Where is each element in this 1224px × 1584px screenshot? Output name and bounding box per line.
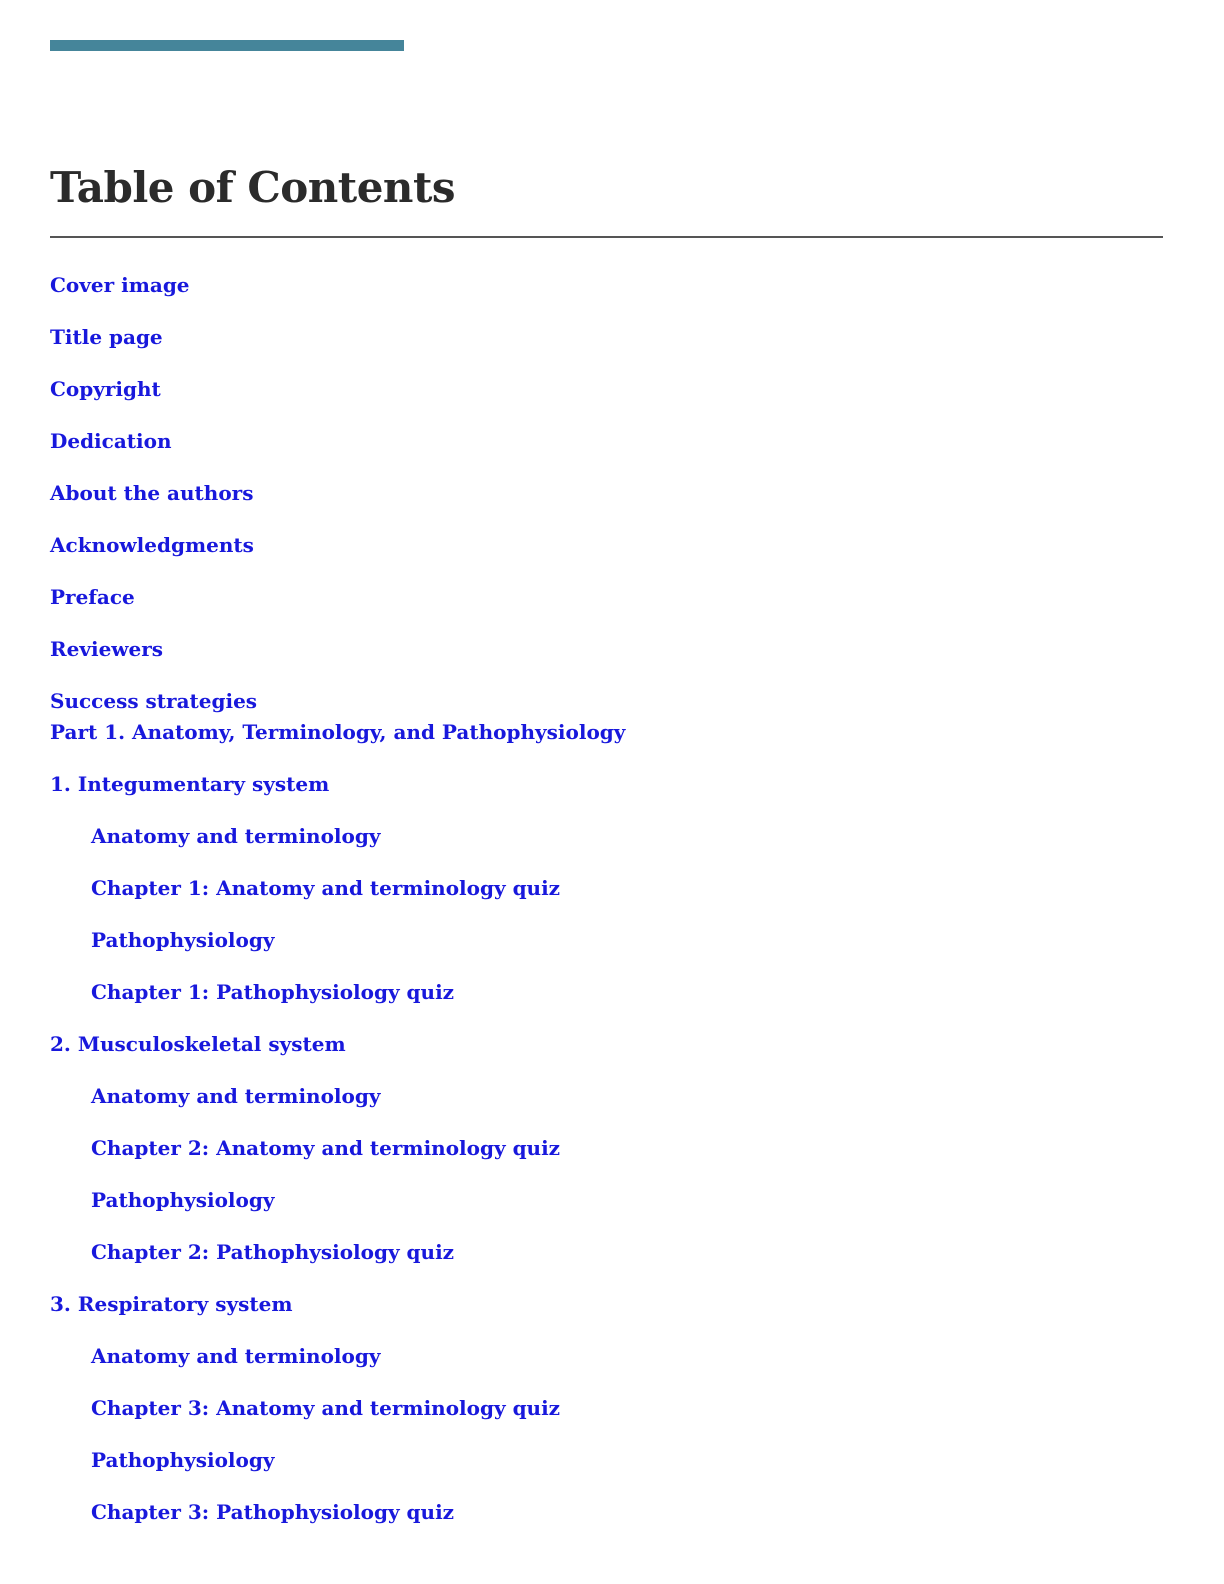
toc-link-reviewers[interactable]: Reviewers — [50, 637, 164, 661]
toc-link-chapter-1[interactable]: 1. Integumentary system — [50, 772, 330, 796]
toc-link-ch1-pathophysiology-quiz[interactable]: Chapter 1: Pathophysiology quiz — [91, 980, 455, 1004]
toc-link-chapter-3[interactable]: 3. Respiratory system — [50, 1292, 293, 1316]
toc-link-ch1-anatomy-terminology-quiz[interactable]: Chapter 1: Anatomy and terminology quiz — [91, 876, 561, 900]
header-accent-bar — [50, 40, 404, 51]
toc-link-ch1-anatomy-terminology[interactable]: Anatomy and terminology — [91, 824, 381, 848]
title-divider — [50, 236, 1163, 238]
toc-link-ch3-pathophysiology[interactable]: Pathophysiology — [91, 1448, 275, 1472]
toc-link-part-1[interactable]: Part 1. Anatomy, Terminology, and Pathophysiology — [50, 720, 626, 744]
toc-link-title-page[interactable]: Title page — [50, 325, 163, 349]
toc-link-ch3-anatomy-terminology[interactable]: Anatomy and terminology — [91, 1344, 381, 1368]
toc-link-about-the-authors[interactable]: About the authors — [50, 481, 254, 505]
toc-link-dedication[interactable]: Dedication — [50, 429, 172, 453]
toc-link-ch2-pathophysiology-quiz[interactable]: Chapter 2: Pathophysiology quiz — [91, 1240, 455, 1264]
toc-link-ch3-anatomy-terminology-quiz[interactable]: Chapter 3: Anatomy and terminology quiz — [91, 1396, 561, 1420]
page-title: Table of Contents — [50, 163, 455, 212]
toc-link-ch2-anatomy-terminology-quiz[interactable]: Chapter 2: Anatomy and terminology quiz — [91, 1136, 561, 1160]
toc-link-chapter-2[interactable]: 2. Musculoskeletal system — [50, 1032, 346, 1056]
toc-link-ch1-pathophysiology[interactable]: Pathophysiology — [91, 928, 275, 952]
toc-link-ch2-pathophysiology[interactable]: Pathophysiology — [91, 1188, 275, 1212]
toc-link-preface[interactable]: Preface — [50, 585, 135, 609]
toc-link-acknowledgments[interactable]: Acknowledgments — [50, 533, 254, 557]
toc-link-copyright[interactable]: Copyright — [50, 377, 161, 401]
toc-link-ch3-pathophysiology-quiz[interactable]: Chapter 3: Pathophysiology quiz — [91, 1500, 455, 1524]
toc-link-success-strategies[interactable]: Success strategies — [50, 689, 258, 713]
toc-link-ch2-anatomy-terminology[interactable]: Anatomy and terminology — [91, 1084, 381, 1108]
toc-link-cover-image[interactable]: Cover image — [50, 273, 190, 297]
